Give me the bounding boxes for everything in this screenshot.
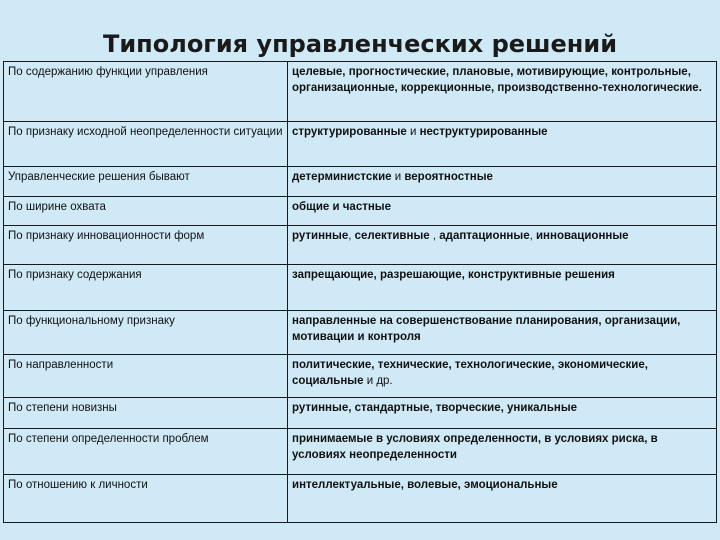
- table-row: [4, 398, 717, 429]
- value-connector: ,: [429, 230, 440, 242]
- criterion-cell: По ширине охвата: [4, 197, 288, 226]
- criterion-cell: По степени определенности проблем: [4, 429, 288, 475]
- typology-table: [3, 61, 717, 523]
- value-cell: [288, 265, 717, 311]
- value-connector: и др.: [363, 375, 393, 387]
- value-connector: ,: [348, 230, 355, 242]
- table-row: [4, 355, 717, 398]
- value-text: направленные на совершенствование планирования, организации, мотивации и контроля: [292, 315, 681, 343]
- value-text: интеллектуальные, волевые, эмоциональные: [292, 479, 558, 491]
- table-row: [4, 122, 717, 167]
- criterion-cell: По направленности: [4, 355, 288, 398]
- page-title: Типология управленческих решений: [102, 30, 618, 58]
- table-row: [4, 429, 717, 475]
- criterion-cell: По отношению к личности: [4, 475, 288, 523]
- criterion-cell: По признаку исходной неопределенности ситуации: [4, 122, 288, 167]
- value-cell: [288, 122, 717, 167]
- value-cell: [288, 167, 717, 197]
- value-connector: и: [391, 171, 405, 183]
- table-row: [4, 265, 717, 311]
- value-cell: [288, 429, 717, 475]
- table-row: [4, 311, 717, 355]
- value-text: целевые, прогностические, плановые, мотивирующие, контрольные, организационные, коррекционные, производственно-технологические.: [292, 66, 702, 94]
- criterion-cell: Управленческие решения бывают: [4, 167, 288, 197]
- value-text: общие и частные: [292, 201, 392, 213]
- value-cell: [288, 226, 717, 265]
- table-row: [4, 226, 717, 265]
- value-text: рутинные: [292, 230, 349, 242]
- table-row: [4, 475, 717, 523]
- value-text: инновационные: [535, 230, 629, 242]
- table-row: [4, 167, 717, 197]
- criterion-cell: По признаку содержания: [4, 265, 288, 311]
- value-cell: [288, 475, 717, 523]
- criterion-cell: По степени новизны: [4, 398, 288, 429]
- value-cell: [288, 355, 717, 398]
- value-text: рутинные, стандартные, творческие, уникальные: [292, 402, 578, 414]
- value-text: селективные: [354, 230, 430, 242]
- value-text: вероятностные: [404, 171, 493, 183]
- value-text: запрещающие, разрешающие, конструктивные решения: [292, 269, 615, 281]
- value-text: политические, технические, технологические, экономические, социальные: [292, 359, 648, 387]
- table-row: [4, 62, 717, 122]
- value-text: структурированные: [292, 126, 407, 138]
- table-row: [4, 197, 717, 226]
- value-cell: [288, 398, 717, 429]
- value-text: адаптационные: [439, 230, 530, 242]
- value-connector: ,: [529, 230, 536, 242]
- value-connector: и: [406, 126, 420, 138]
- value-text: детерминистские: [292, 171, 392, 183]
- value-cell: [288, 311, 717, 355]
- criterion-cell: По функциональному признаку: [4, 311, 288, 355]
- criterion-cell: По содержанию функции управления: [4, 62, 288, 122]
- value-text: неструктурированные: [419, 126, 548, 138]
- value-cell: [288, 62, 717, 122]
- value-text: принимаемые в условиях определенности, в условиях риска, в условиях неопределенности: [292, 433, 658, 461]
- criterion-cell: По признаку инновационности форм: [4, 226, 288, 265]
- value-cell: [288, 197, 717, 226]
